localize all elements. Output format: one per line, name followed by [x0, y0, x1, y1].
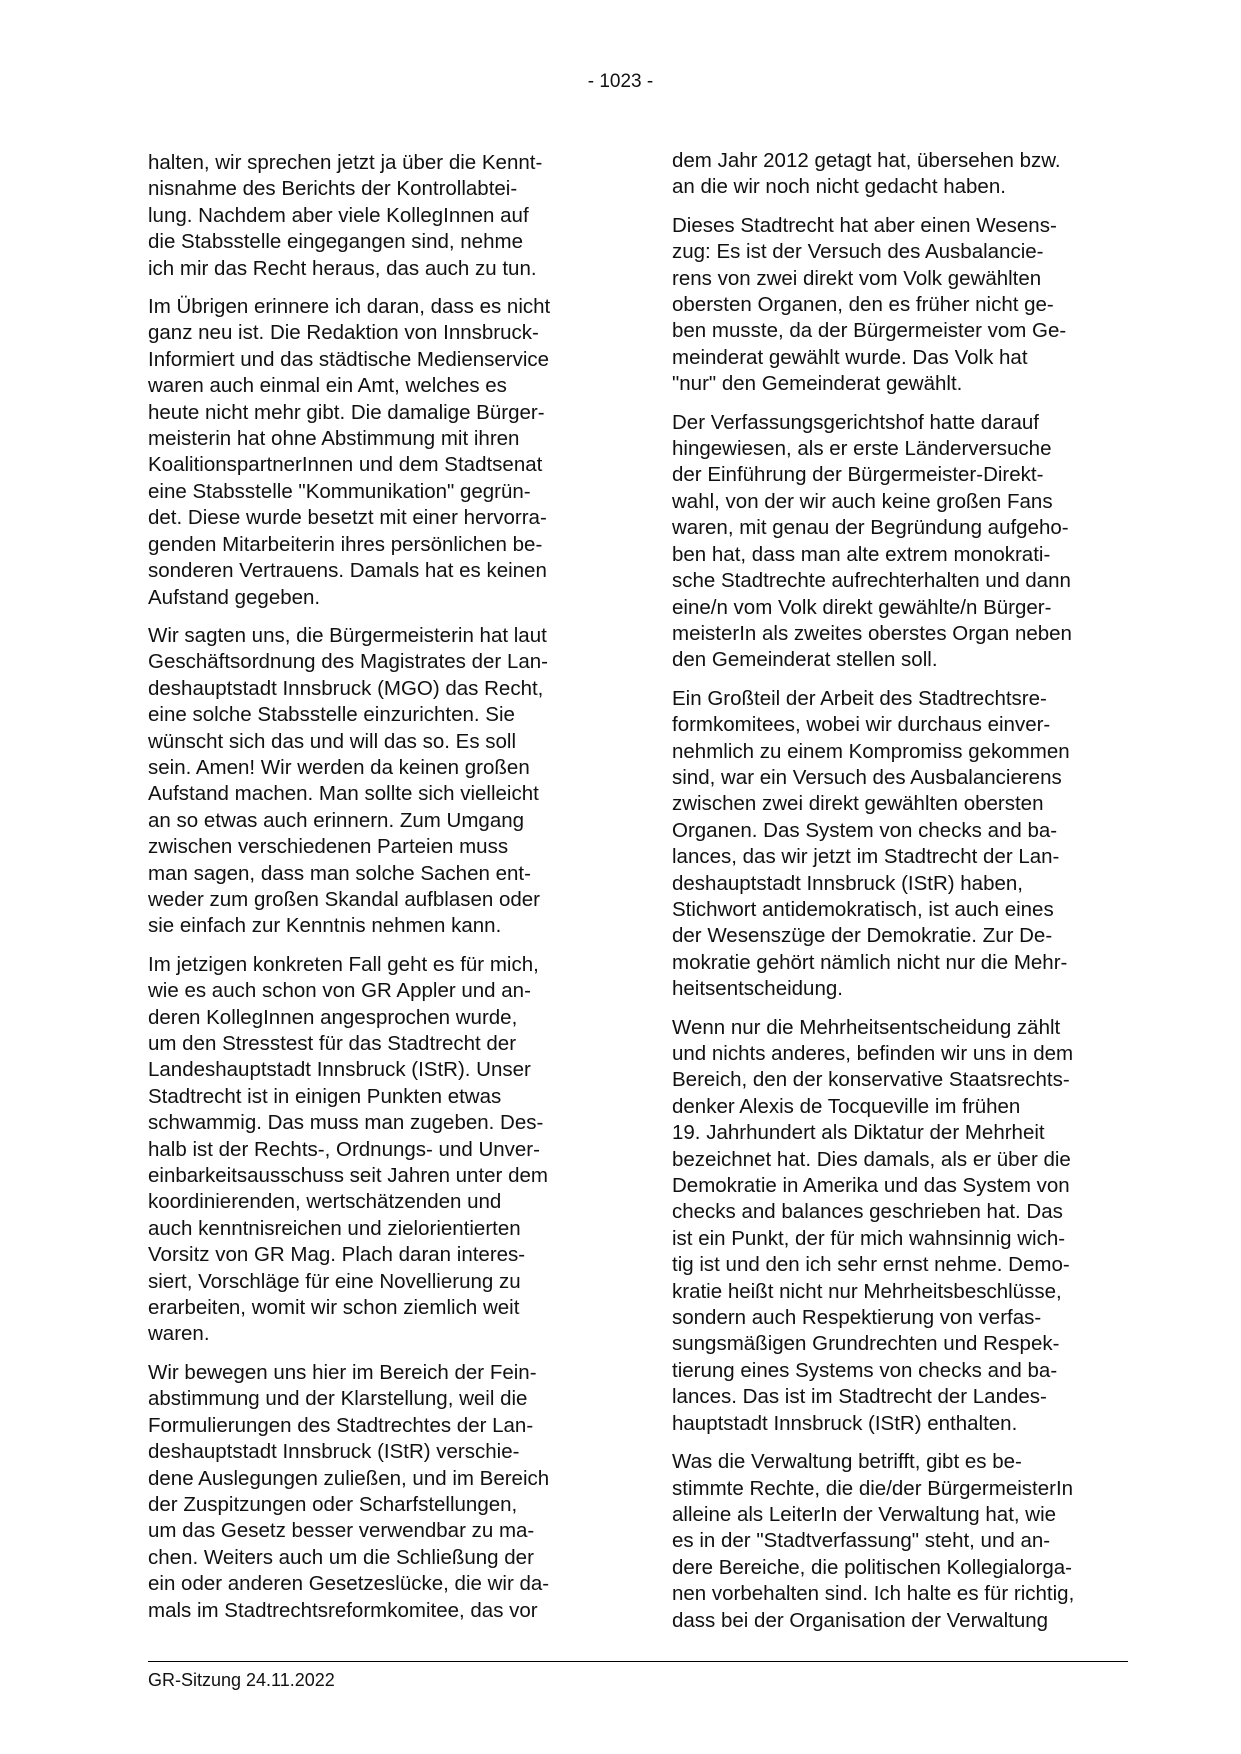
text-line: zwischen zwei direkt gewählten obersten [672, 792, 1044, 816]
text-line: mals im Stadtrechtsreformkomitee, das vor [148, 1598, 538, 1622]
text-line: nen vorbehalten sind. Ich halte es für richtig, [672, 1582, 1075, 1606]
text-line: Bereich, den der konservative Staatsrechts- [672, 1068, 1070, 1092]
text-line: dere Bereiche, die politischen Kollegialorga- [672, 1555, 1072, 1579]
paragraph [672, 148, 1132, 201]
text-line: halten, wir sprechen jetzt ja über die Kennt- [148, 151, 543, 174]
text-line: sondern auch Respektierung von verfas- [672, 1306, 1042, 1330]
text-line: "nur" den Gemeinderat gewählt. [672, 372, 963, 396]
text-line: den Gemeinderat stellen soll. [672, 648, 938, 672]
text-line: Informiert und das städtische Medienservice [148, 347, 550, 371]
text-line: eine Stabsstelle "Kommunikation" gegrün- [148, 479, 531, 503]
text-line: die Stabsstelle eingegangen sind, nehme [148, 230, 523, 254]
text-line: nisnahme des Berichts der Kontrollabtei- [148, 177, 518, 201]
paragraph [672, 686, 1132, 1003]
text-line: checks and balances geschrieben hat. Das [672, 1200, 1063, 1224]
left-column [148, 150, 608, 1636]
text-line: hingewiesen, als er erste Länderversuche [672, 437, 1052, 461]
text-line: zwischen verschiedenen Parteien muss [148, 835, 509, 859]
text-line: 19. Jahrhundert als Diktatur der Mehrheit [672, 1121, 1045, 1145]
text-line: sein. Amen! Wir werden da keinen großen [148, 755, 530, 779]
text-line: waren. [148, 1322, 210, 1346]
text-line: um den Stresstest für das Stadtrecht der [148, 1032, 517, 1055]
text-line: lung. Nachdem aber viele KollegInnen auf [148, 203, 529, 227]
page-number: - 1023 - [587, 71, 654, 92]
text-line: sind, war ein Versuch des Ausbalancierens [672, 765, 1062, 789]
text-line: und nichts anderes, befinden wir uns in dem [672, 1042, 1074, 1065]
text-line: deshauptstadt Innsbruck (MGO) das Recht, [148, 676, 544, 700]
text-line: rens von zwei direkt vom Volk gewählten [672, 266, 1042, 290]
text-line: lances. Das ist im Stadtrecht der Landes- [672, 1385, 1047, 1409]
text-line: weder zum großen Skandal aufblasen oder [148, 887, 541, 911]
text-line: formkomitees, wobei wir durchaus einver- [672, 713, 1051, 737]
text-line: meinderat gewählt wurde. Das Volk hat [672, 345, 1028, 369]
text-line: sche Stadtrechte aufrechterhalten und dann [672, 569, 1071, 593]
text-line: KoalitionspartnerInnen und dem Stadtsenat [148, 453, 543, 477]
text-line: auch kenntnisreichen und zielorientierten [148, 1216, 521, 1240]
text-line: wünscht sich das und will das so. Es soll [148, 729, 517, 753]
text-line: Im jetzigen konkreten Fall geht es für mich, [148, 952, 539, 976]
text-line: siert, Vorschläge für eine Novellierung zu [148, 1269, 521, 1293]
text-line: Im Übrigen erinnere ich daran, dass es nicht [148, 295, 551, 319]
text-line: waren auch einmal ein Amt, welches es [148, 374, 507, 398]
text-line: meisterin hat ohne Abstimmung mit ihren [148, 427, 520, 451]
text-line: nehmlich zu einem Kompromiss gekommen [672, 739, 1070, 763]
text-line: an so etwas auch erinnern. Zum Umgang [148, 808, 525, 832]
text-line: dene Auslegungen zuließen, und im Bereich [148, 1466, 550, 1490]
paragraph [672, 213, 1132, 398]
text-line: lances, das wir jetzt im Stadtrecht der Lan- [672, 845, 1060, 869]
text-line: meisterIn als zweites oberstes Organ neben [672, 621, 1072, 645]
text-line: zug: Es ist der Versuch des Ausbalancie- [672, 240, 1044, 264]
text-line: um das Gesetz besser verwendbar zu ma- [148, 1519, 535, 1543]
text-line: wie es auch schon von GR Appler und an- [148, 979, 531, 1003]
text-line: heitsentscheidung. [672, 977, 843, 1001]
text-line: Ein Großteil der Arbeit des Stadtrechtsre- [672, 686, 1047, 710]
text-line: ist ein Punkt, der für mich wahnsinnig wich- [672, 1226, 1066, 1250]
footer-session-date: GR-Sitzung 24.11.2022 [148, 1670, 335, 1690]
text-line: eine solche Stabsstelle einzurichten. Sie [148, 703, 515, 727]
text-line: Wir bewegen uns hier im Bereich der Fein- [148, 1360, 537, 1384]
text-line: man sagen, dass man solche Sachen ent- [148, 861, 531, 885]
text-line: ich mir das Recht heraus, das auch zu tun. [148, 256, 537, 280]
text-line: ein oder anderen Gesetzeslücke, die wir da- [148, 1572, 550, 1596]
text-line: deshauptstadt Innsbruck (IStR) verschie- [148, 1440, 520, 1464]
footer-divider [148, 1661, 1128, 1662]
paragraph [672, 1449, 1132, 1634]
text-line: abstimmung und der Klarstellung, weil die [148, 1387, 528, 1411]
text-line: erarbeiten, womit wir schon ziemlich weit [148, 1296, 520, 1320]
text-line: Organen. Das System von checks and ba- [672, 818, 1058, 842]
text-line: sie einfach zur Kenntnis nehmen kann. [148, 914, 502, 938]
text-line: eine/n vom Volk direkt gewählte/n Bürger- [672, 595, 1052, 619]
paragraph [148, 623, 608, 940]
text-line: Aufstand gegeben. [148, 585, 321, 609]
text-line: wahl, von der wir auch keine großen Fans [672, 489, 1053, 513]
text-line: tig ist und den ich sehr ernst nehme. Demo- [672, 1253, 1070, 1277]
text-line: an die wir noch nicht gedacht haben. [672, 175, 1006, 199]
text-line: der Einführung der Bürgermeister-Direkt- [672, 463, 1044, 487]
text-line: Stadtrecht ist in einigen Punkten etwas [148, 1084, 502, 1108]
text-line: heute nicht mehr gibt. Die damalige Bürger- [148, 400, 545, 424]
text-line: deren KollegInnen angesprochen wurde, [148, 1005, 518, 1029]
text-line: ben musste, da der Bürgermeister vom Ge- [672, 319, 1067, 343]
paragraph [672, 1015, 1132, 1438]
text-line: genden Mitarbeiterin ihres persönlichen be- [148, 532, 543, 556]
text-line: Geschäftsordnung des Magistrates der Lan- [148, 650, 548, 674]
text-line: sonderen Vertrauens. Damals hat es keinen [148, 559, 547, 583]
text-line: es in der "Stadtverfassung" steht, und an- [672, 1529, 1051, 1553]
text-line: chen. Weiters auch um die Schließung der [148, 1545, 534, 1569]
paragraph [148, 1360, 608, 1624]
paragraph [148, 150, 608, 282]
text-line: waren, mit genau der Begründung aufgeho- [672, 516, 1069, 540]
text-line: schwammig. Das muss man zugeben. Des- [148, 1111, 544, 1135]
text-line: einbarkeitsausschuss seit Jahren unter dem [148, 1164, 548, 1188]
text-line: obersten Organen, den es früher nicht ge- [672, 293, 1054, 317]
text-line: Stichwort antidemokratisch, ist auch eines [672, 897, 1054, 921]
text-line: det. Diese wurde besetzt mit einer hervorra- [148, 506, 547, 530]
text-line: kratie heißt nicht nur Mehrheitsbeschlüsse, [672, 1279, 1062, 1303]
text-line: tierung eines Systems von checks and ba- [672, 1358, 1058, 1382]
paragraph [148, 952, 608, 1348]
text-line: alleine als LeiterIn der Verwaltung hat, wie [672, 1502, 1057, 1526]
paragraph [148, 294, 608, 611]
text-line: Wenn nur die Mehrheitsentscheidung zählt [672, 1015, 1061, 1039]
text-line: halb ist der Rechts-, Ordnungs- und Unver- [148, 1137, 540, 1161]
text-line: denker Alexis de Tocqueville im frühen [672, 1094, 1021, 1118]
text-line: mokratie gehört nämlich nicht nur die Mehr- [672, 950, 1068, 974]
text-line: ganz neu ist. Die Redaktion von Innsbruck- [148, 321, 539, 345]
text-line: Was die Verwaltung betrifft, gibt es be- [672, 1450, 1022, 1474]
right-column [672, 148, 1132, 1646]
text-line: koordinierenden, wertschätzenden und [148, 1190, 502, 1214]
text-line: Wir sagten uns, die Bürgermeisterin hat laut [148, 623, 547, 647]
text-line: dass bei der Organisation der Verwaltung [672, 1608, 1049, 1632]
text-line: bezeichnet hat. Dies damals, als er über die [672, 1147, 1071, 1171]
text-line: stimmte Rechte, die die/der BürgermeisterIn [672, 1476, 1074, 1500]
text-line: Dieses Stadtrecht hat aber einen Wesens- [672, 213, 1057, 237]
text-line: hauptstadt Innsbruck (IStR) enthalten. [672, 1411, 1018, 1435]
paragraph [672, 410, 1132, 674]
text-line: sungsmäßigen Grundrechten und Respek- [672, 1332, 1060, 1356]
text-line: der Wesenszüge der Demokratie. Zur De- [672, 924, 1053, 948]
text-line: Aufstand machen. Man sollte sich vielleicht [148, 782, 539, 806]
text-line: ben hat, dass man alte extrem monokrati- [672, 542, 1051, 566]
text-line: Vorsitz von GR Mag. Plach daran interes- [148, 1243, 526, 1267]
text-line: der Zuspitzungen oder Scharfstellungen, [148, 1492, 518, 1516]
text-line: dem Jahr 2012 getagt hat, übersehen bzw. [672, 149, 1061, 172]
text-line: deshauptstadt Innsbruck (IStR) haben, [672, 871, 1023, 895]
text-line: Landeshauptstadt Innsbruck (IStR). Unser [148, 1058, 531, 1082]
text-line: Demokratie in Amerika und das System von [672, 1174, 1070, 1198]
text-line: Der Verfassungsgerichtshof hatte darauf [672, 410, 1039, 434]
text-line: Formulierungen des Stadtrechtes der Lan- [148, 1413, 534, 1437]
